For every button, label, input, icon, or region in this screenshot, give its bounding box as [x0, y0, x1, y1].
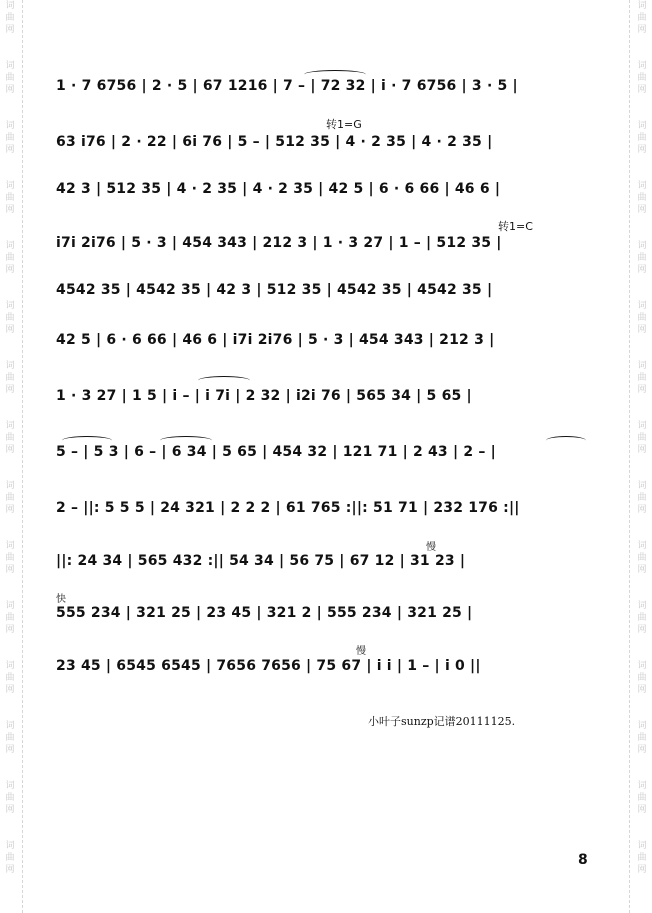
watermark-char: 曲	[637, 553, 647, 563]
watermark-char: 曲	[637, 253, 647, 263]
watermark-char: 词	[637, 181, 647, 191]
score-line: 1 · 7 6756 | 2 · 5 | 67 1216 | 7 – | 72 32 | i · 7 6756 | 3 · 5 |	[56, 78, 518, 94]
watermark-char: 网	[5, 685, 15, 695]
watermark-char: 网	[5, 625, 15, 635]
watermark-char: 词	[637, 541, 647, 551]
watermark-char: 曲	[637, 133, 647, 143]
watermark-char: 网	[5, 205, 15, 215]
watermark-char: 网	[637, 685, 647, 695]
watermark-char: 曲	[5, 673, 15, 683]
watermark-group	[634, 0, 650, 60]
watermark-char: 曲	[637, 493, 647, 503]
score-line: ||: 24 34 | 565 432 :|| 54 34 | 56 75 | 67 12 | 31 23 |	[56, 553, 466, 569]
watermark-char: 词	[5, 61, 15, 71]
watermark-char: 网	[5, 145, 15, 155]
watermark-char: 曲	[5, 373, 15, 383]
score-line: 42 3 | 512 35 | 4 · 2 35 | 4 · 2 35 | 42 5 | 6 · 6 66 | 46 6 |	[56, 181, 501, 197]
watermark-char: 词	[637, 1, 647, 11]
watermark-char: 词	[5, 841, 15, 851]
watermark-char: 网	[5, 265, 15, 275]
tempo-marking: 慢	[356, 646, 366, 657]
watermark-group	[2, 240, 18, 300]
watermark-group	[634, 540, 650, 600]
watermark-char: 网	[5, 325, 15, 335]
watermark-group	[2, 840, 18, 900]
watermark-group	[2, 120, 18, 180]
watermark-char: 网	[5, 85, 15, 95]
watermark-char: 网	[5, 565, 15, 575]
watermark-group	[2, 720, 18, 780]
score-line: 5 – | 5 3 | 6 – | 6 34 | 5 65 | 454 32 | 121 71 | 2 43 | 2 – |	[56, 444, 496, 460]
watermark-char: 词	[5, 481, 15, 491]
watermark-char: 网	[637, 145, 647, 155]
watermark-char: 曲	[5, 193, 15, 203]
watermark-char: 网	[637, 25, 647, 35]
page-number: 8	[578, 852, 588, 868]
watermark-char: 曲	[637, 613, 647, 623]
watermark-group	[2, 60, 18, 120]
watermark-group	[634, 240, 650, 300]
watermark-char: 网	[637, 805, 647, 815]
watermark-char: 网	[5, 385, 15, 395]
watermark-char: 词	[5, 661, 15, 671]
watermark-char: 曲	[5, 733, 15, 743]
watermark-char: 网	[637, 85, 647, 95]
watermark-char: 词	[5, 421, 15, 431]
watermark-char: 曲	[637, 73, 647, 83]
watermark-group	[2, 540, 18, 600]
watermark-char: 曲	[5, 853, 15, 863]
watermark-char: 曲	[5, 133, 15, 143]
watermark-char: 词	[637, 61, 647, 71]
watermark-group	[2, 360, 18, 420]
score-line: 42 5 | 6 · 6 66 | 46 6 | i7i 2i76 | 5 · 3 | 454 343 | 212 3 |	[56, 332, 495, 348]
transcriber-credit: 小叶子sunzp记谱20111125.	[368, 715, 516, 728]
watermark-char: 词	[5, 361, 15, 371]
watermark-char: 网	[637, 505, 647, 515]
watermark-char: 网	[5, 865, 15, 875]
score-line: 555 234 | 321 25 | 23 45 | 321 2 | 555 234 | 321 25 |	[56, 605, 473, 621]
watermark-char: 网	[5, 25, 15, 35]
watermark-char: 曲	[5, 433, 15, 443]
watermark-char: 词	[637, 661, 647, 671]
watermark-char: 曲	[5, 553, 15, 563]
watermark-group	[2, 480, 18, 540]
watermark-char: 词	[637, 781, 647, 791]
watermark-char: 曲	[637, 373, 647, 383]
watermark-group	[2, 780, 18, 840]
watermark-group	[2, 660, 18, 720]
watermark-group	[2, 300, 18, 360]
watermark-char: 词	[5, 721, 15, 731]
watermark-group	[2, 180, 18, 240]
watermark-char: 词	[5, 601, 15, 611]
watermark-char: 词	[637, 301, 647, 311]
watermark-char: 词	[5, 1, 15, 11]
score-line: 23 45 | 6545 6545 | 7656 7656 | 75 67 | i i | 1 – | i 0 ||	[56, 658, 481, 674]
watermark-group	[634, 120, 650, 180]
left-margin-line	[22, 0, 23, 913]
watermark-char: 词	[5, 241, 15, 251]
score-line: 2 – ||: 5 5 5 | 24 321 | 2 2 2 | 61 765 :||: 51 71 | 232 176 :||	[56, 500, 520, 516]
watermark-char: 网	[637, 445, 647, 455]
watermark-char: 曲	[637, 433, 647, 443]
watermark-char: 网	[5, 745, 15, 755]
watermark-group	[634, 300, 650, 360]
watermark-char: 词	[5, 121, 15, 131]
watermark-char: 曲	[5, 253, 15, 263]
tie-arc	[198, 376, 250, 385]
watermark-char: 曲	[5, 793, 15, 803]
key-change-annotation: 转1=G	[326, 118, 362, 131]
watermark-char: 曲	[637, 673, 647, 683]
watermark-group	[634, 600, 650, 660]
key-change-annotation: 转1=C	[498, 220, 533, 233]
watermark-char: 词	[637, 121, 647, 131]
watermark-group	[634, 780, 650, 840]
watermark-char: 词	[637, 601, 647, 611]
watermark-char: 词	[5, 301, 15, 311]
watermark-char: 词	[637, 361, 647, 371]
watermark-char: 曲	[5, 13, 15, 23]
watermark-char: 网	[5, 505, 15, 515]
watermark-char: 曲	[5, 73, 15, 83]
watermark-group	[2, 0, 18, 60]
watermark-group	[634, 480, 650, 540]
score-line: 1 · 3 27 | 1 5 | i – | i 7i | 2 32 | i2i 76 | 565 34 | 5 65 |	[56, 388, 472, 404]
watermark-char: 网	[5, 445, 15, 455]
watermark-group	[634, 180, 650, 240]
right-margin-line	[629, 0, 630, 913]
watermark-char: 词	[637, 721, 647, 731]
score-line: i7i 2i76 | 5 · 3 | 454 343 | 212 3 | 1 · 3 27 | 1 – | 512 35 |	[56, 235, 502, 251]
watermark-char: 网	[637, 385, 647, 395]
left-watermark-strip	[2, 0, 18, 913]
watermark-char: 词	[5, 181, 15, 191]
watermark-char: 曲	[637, 793, 647, 803]
watermark-char: 曲	[5, 613, 15, 623]
watermark-char: 曲	[5, 313, 15, 323]
watermark-char: 网	[637, 565, 647, 575]
watermark-char: 网	[637, 265, 647, 275]
watermark-group	[2, 420, 18, 480]
score-line: 4542 35 | 4542 35 | 42 3 | 512 35 | 4542 35 | 4542 35 |	[56, 282, 493, 298]
watermark-char: 网	[637, 205, 647, 215]
watermark-char: 词	[637, 241, 647, 251]
watermark-char: 曲	[637, 13, 647, 23]
watermark-char: 曲	[637, 853, 647, 863]
watermark-char: 词	[637, 421, 647, 431]
watermark-char: 词	[637, 841, 647, 851]
watermark-group	[634, 420, 650, 480]
watermark-char: 网	[637, 745, 647, 755]
watermark-group	[634, 720, 650, 780]
score-line: 63 i76 | 2 · 22 | 6i 76 | 5 – | 512 35 | 4 · 2 35 | 4 · 2 35 |	[56, 134, 493, 150]
watermark-char: 网	[637, 625, 647, 635]
tempo-marking: 慢	[426, 542, 436, 553]
watermark-group	[634, 360, 650, 420]
watermark-group	[634, 660, 650, 720]
watermark-char: 网	[637, 325, 647, 335]
watermark-char: 曲	[637, 313, 647, 323]
watermark-char: 曲	[637, 733, 647, 743]
watermark-char: 网	[5, 805, 15, 815]
watermark-group	[634, 840, 650, 900]
watermark-group	[634, 60, 650, 120]
watermark-char: 词	[637, 481, 647, 491]
watermark-char: 网	[637, 865, 647, 875]
watermark-char: 词	[5, 781, 15, 791]
watermark-char: 曲	[5, 493, 15, 503]
right-watermark-strip	[634, 0, 650, 913]
watermark-char: 词	[5, 541, 15, 551]
watermark-char: 曲	[637, 193, 647, 203]
tempo-marking: 快	[56, 594, 66, 605]
watermark-group	[2, 600, 18, 660]
